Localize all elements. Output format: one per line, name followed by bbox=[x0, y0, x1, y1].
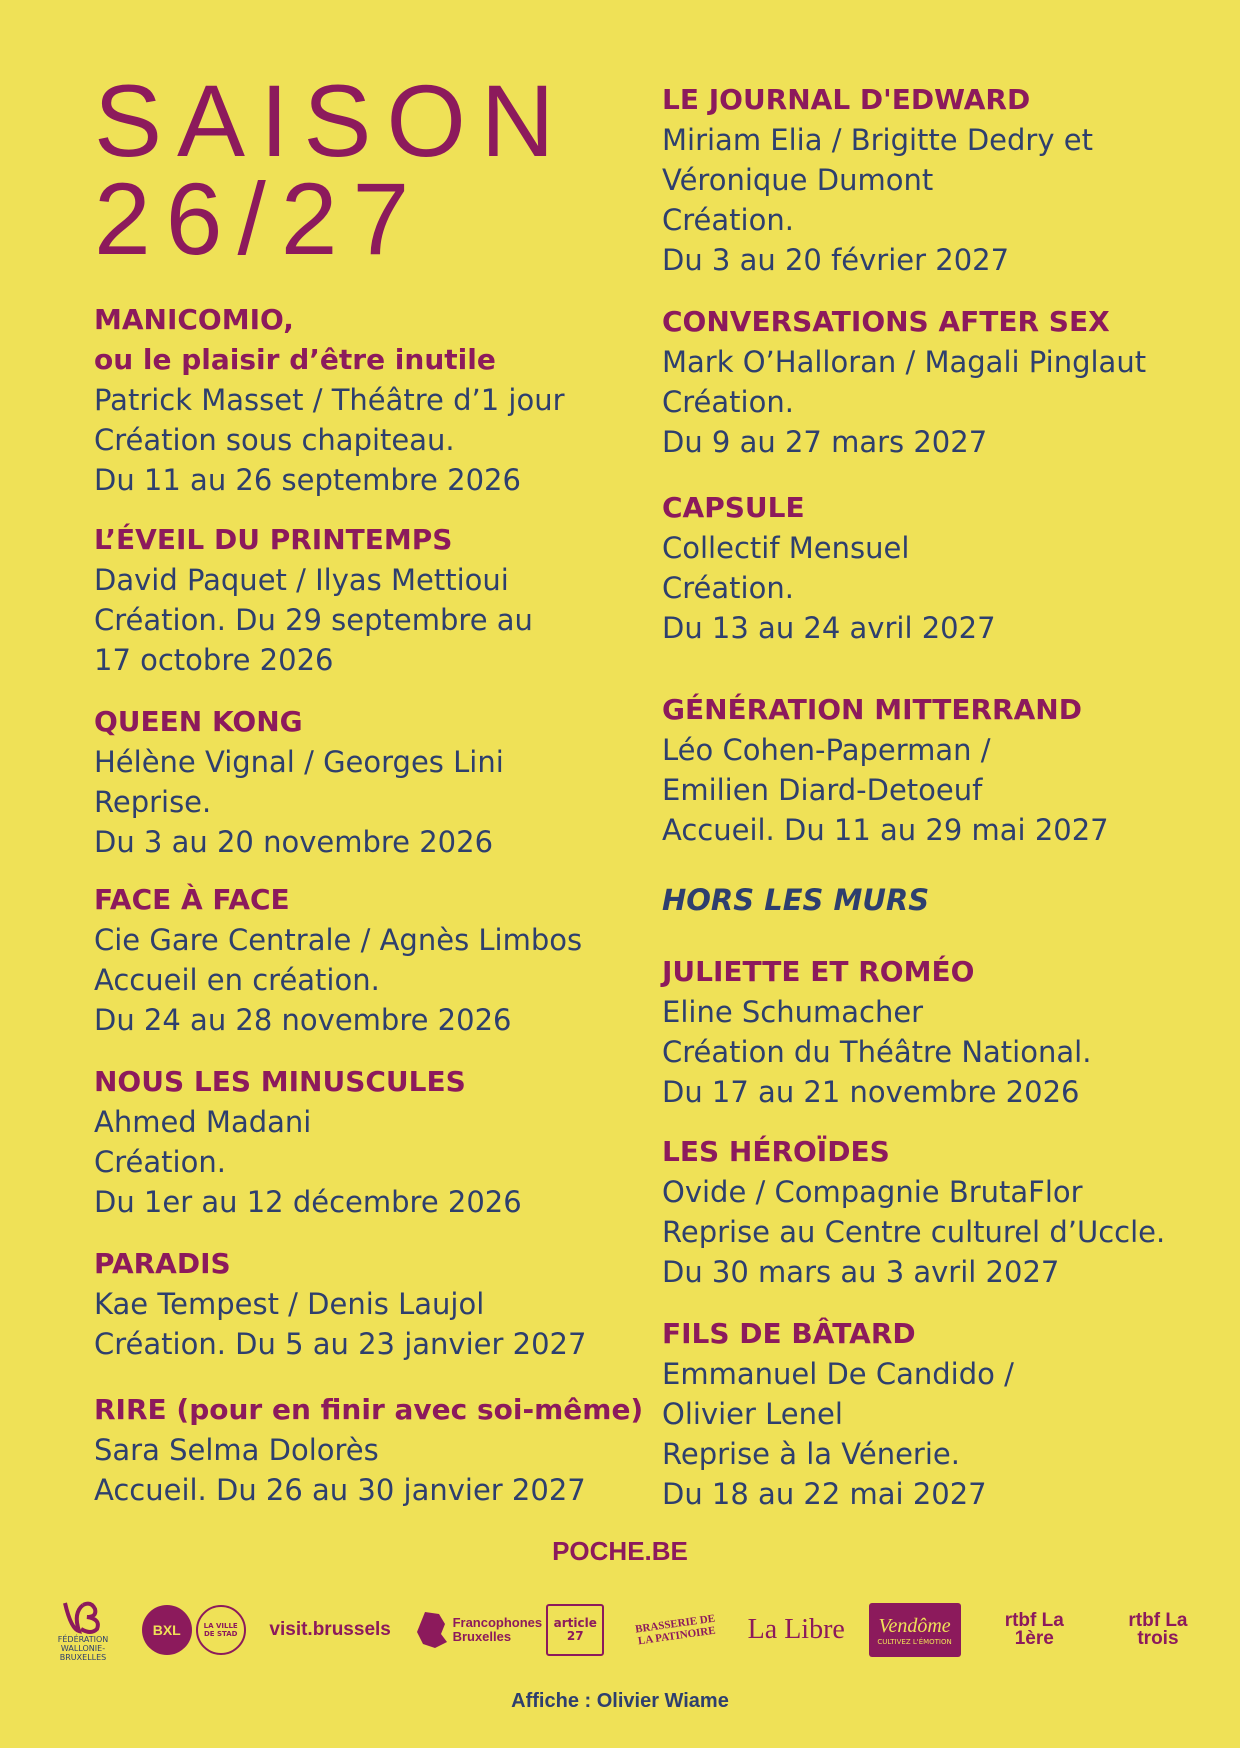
vendome-tagline: CULTIVEZ L'ÉMOTION bbox=[877, 1637, 952, 1646]
show-name: GÉNÉRATION MITTERRAND bbox=[662, 693, 1082, 726]
show-credits: Léo Cohen-Paperman / bbox=[662, 733, 991, 767]
show-type: Création du Théâtre National. bbox=[662, 1035, 1092, 1069]
show-type: Création. bbox=[94, 1145, 226, 1179]
vendome-name: Vendôme bbox=[878, 1614, 951, 1637]
show-minuscules bbox=[94, 1062, 522, 1222]
rtbf-latrois-logo: rtbf La trois bbox=[1128, 1610, 1188, 1649]
show-credits: Miriam Elia / Brigitte Dedry et bbox=[662, 123, 1093, 157]
show-queen-kong bbox=[94, 702, 504, 862]
show-dates: Du 13 au 24 avril 2027 bbox=[662, 611, 996, 645]
visit-brussels-logo: visit.brussels bbox=[269, 1619, 391, 1640]
show-face-a-face bbox=[94, 880, 582, 1040]
ville-label: LA VILLE DE STAD bbox=[196, 1605, 246, 1655]
show-fils-de-batard bbox=[662, 1314, 1014, 1514]
francophones-logo bbox=[415, 1610, 543, 1650]
show-type: Création. Du 29 septembre au bbox=[94, 603, 533, 637]
show-capsule bbox=[662, 488, 996, 648]
bxl-label: BXL bbox=[142, 1605, 192, 1655]
show-heroides bbox=[662, 1132, 1165, 1292]
show-credits-cont: Olivier Lenel bbox=[662, 1397, 843, 1431]
season-title-line2: 26/27 bbox=[94, 162, 425, 276]
show-credits: Eline Schumacher bbox=[662, 995, 924, 1029]
brussels-map-icon bbox=[415, 1610, 449, 1650]
show-dates: Création. Du 5 au 23 janvier 2027 bbox=[94, 1327, 587, 1361]
partner-logos bbox=[48, 1590, 1208, 1670]
show-dates: Du 17 au 21 novembre 2026 bbox=[662, 1075, 1080, 1109]
show-name: CAPSULE bbox=[662, 491, 805, 524]
show-rire bbox=[94, 1390, 643, 1510]
federation-logo bbox=[48, 1599, 118, 1662]
article27-logo: article 27 bbox=[546, 1604, 604, 1656]
show-credits: Patrick Masset / Théâtre d’1 jour bbox=[94, 383, 565, 417]
show-dates: Du 1er au 12 décembre 2026 bbox=[94, 1185, 522, 1219]
show-name: NOUS LES MINUSCULES bbox=[94, 1065, 466, 1098]
show-credits: Ahmed Madani bbox=[94, 1105, 312, 1139]
show-credits: Cie Gare Centrale / Agnès Limbos bbox=[94, 923, 583, 957]
show-dates: 17 octobre 2026 bbox=[94, 643, 334, 677]
show-dates: Du 18 au 22 mai 2027 bbox=[662, 1477, 987, 1511]
show-credits: Kae Tempest / Denis Laujol bbox=[94, 1287, 485, 1321]
poster-credit: Affiche : Olivier Wiame bbox=[511, 1690, 729, 1712]
season-title bbox=[94, 64, 570, 276]
show-name: LES HÉROÏDES bbox=[662, 1135, 890, 1168]
show-type: Reprise à la Vénerie. bbox=[662, 1437, 960, 1471]
show-credits-cont: Véronique Dumont bbox=[662, 163, 934, 197]
season-title-line1: SAISON bbox=[94, 64, 570, 178]
rtbf-la1ere-logo: rtbf La 1ère bbox=[1004, 1610, 1064, 1649]
show-conversations bbox=[662, 302, 1146, 462]
show-type: Création. bbox=[662, 571, 794, 605]
show-name: PARADIS bbox=[94, 1247, 231, 1280]
show-dates: Du 3 au 20 novembre 2026 bbox=[94, 825, 494, 859]
show-dates: Du 24 au 28 novembre 2026 bbox=[94, 1003, 512, 1037]
show-credits: Hélène Vignal / Georges Lini bbox=[94, 745, 504, 779]
show-juliette-romeo bbox=[662, 952, 1091, 1112]
show-eveil bbox=[94, 520, 533, 680]
show-credits-cont: Emilien Diard-Detoeuf bbox=[662, 773, 983, 807]
show-name: QUEEN KONG bbox=[94, 705, 303, 738]
show-dates: Du 9 au 27 mars 2027 bbox=[662, 425, 988, 459]
show-name: MANICOMIO, bbox=[94, 303, 294, 336]
show-generation-mitterrand bbox=[662, 690, 1109, 850]
show-type: Création. bbox=[662, 385, 794, 419]
show-manicomio bbox=[94, 300, 565, 500]
brasserie-logo: BRASSERIE DE LA PATINOIRE bbox=[634, 1612, 717, 1648]
show-credits: Emmanuel De Candido / bbox=[662, 1357, 1014, 1391]
show-dates: Accueil. Du 26 au 30 janvier 2027 bbox=[94, 1473, 586, 1507]
show-type: Création sous chapiteau. bbox=[94, 423, 455, 457]
show-type: Accueil en création. bbox=[94, 963, 380, 997]
website-link[interactable]: POCHE.BE bbox=[552, 1536, 688, 1566]
show-dates: Du 3 au 20 février 2027 bbox=[662, 243, 1010, 277]
show-name: L’ÉVEIL DU PRINTEMPS bbox=[94, 523, 453, 556]
federation-wb-icon bbox=[61, 1599, 105, 1635]
section-hors-les-murs: HORS LES MURS bbox=[662, 883, 930, 917]
show-credits: Mark O’Halloran / Magali Pinglaut bbox=[662, 345, 1147, 379]
show-name: FACE À FACE bbox=[94, 883, 290, 916]
show-credits: Collectif Mensuel bbox=[662, 531, 910, 565]
lalibre-logo: La Libre bbox=[747, 1614, 845, 1645]
show-subtitle: ou le plaisir d’être inutile bbox=[94, 343, 496, 376]
show-type: Reprise. bbox=[94, 785, 212, 819]
francophones-label: Francophones Bruxelles bbox=[452, 1615, 543, 1644]
show-name: CONVERSATIONS AFTER SEX bbox=[662, 305, 1110, 338]
federation-label: FÉDÉRATION WALLONIE-BRUXELLES bbox=[57, 1634, 109, 1662]
show-credits: Sara Selma Dolorès bbox=[94, 1433, 379, 1467]
show-type: Reprise au Centre culturel d’Uccle. bbox=[662, 1215, 1166, 1249]
show-name: LE JOURNAL D'EDWARD bbox=[662, 83, 1031, 116]
show-credits: Ovide / Compagnie BrutaFlor bbox=[662, 1175, 1083, 1209]
bxl-logo bbox=[142, 1605, 246, 1655]
show-dates: Du 11 au 26 septembre 2026 bbox=[94, 463, 521, 497]
show-type: Création. bbox=[662, 203, 794, 237]
show-name: JULIETTE ET ROMÉO bbox=[662, 955, 975, 988]
show-name: FILS DE BÂTARD bbox=[662, 1317, 916, 1350]
show-journal-edward bbox=[662, 80, 1093, 280]
show-credits: David Paquet / Ilyas Mettioui bbox=[94, 563, 509, 597]
show-dates: Du 30 mars au 3 avril 2027 bbox=[662, 1255, 1060, 1289]
vendome-logo bbox=[869, 1603, 961, 1657]
show-name: RIRE (pour en finir avec soi-même) bbox=[94, 1393, 644, 1426]
show-dates: Accueil. Du 11 au 29 mai 2027 bbox=[662, 813, 1109, 847]
show-paradis bbox=[94, 1244, 586, 1364]
